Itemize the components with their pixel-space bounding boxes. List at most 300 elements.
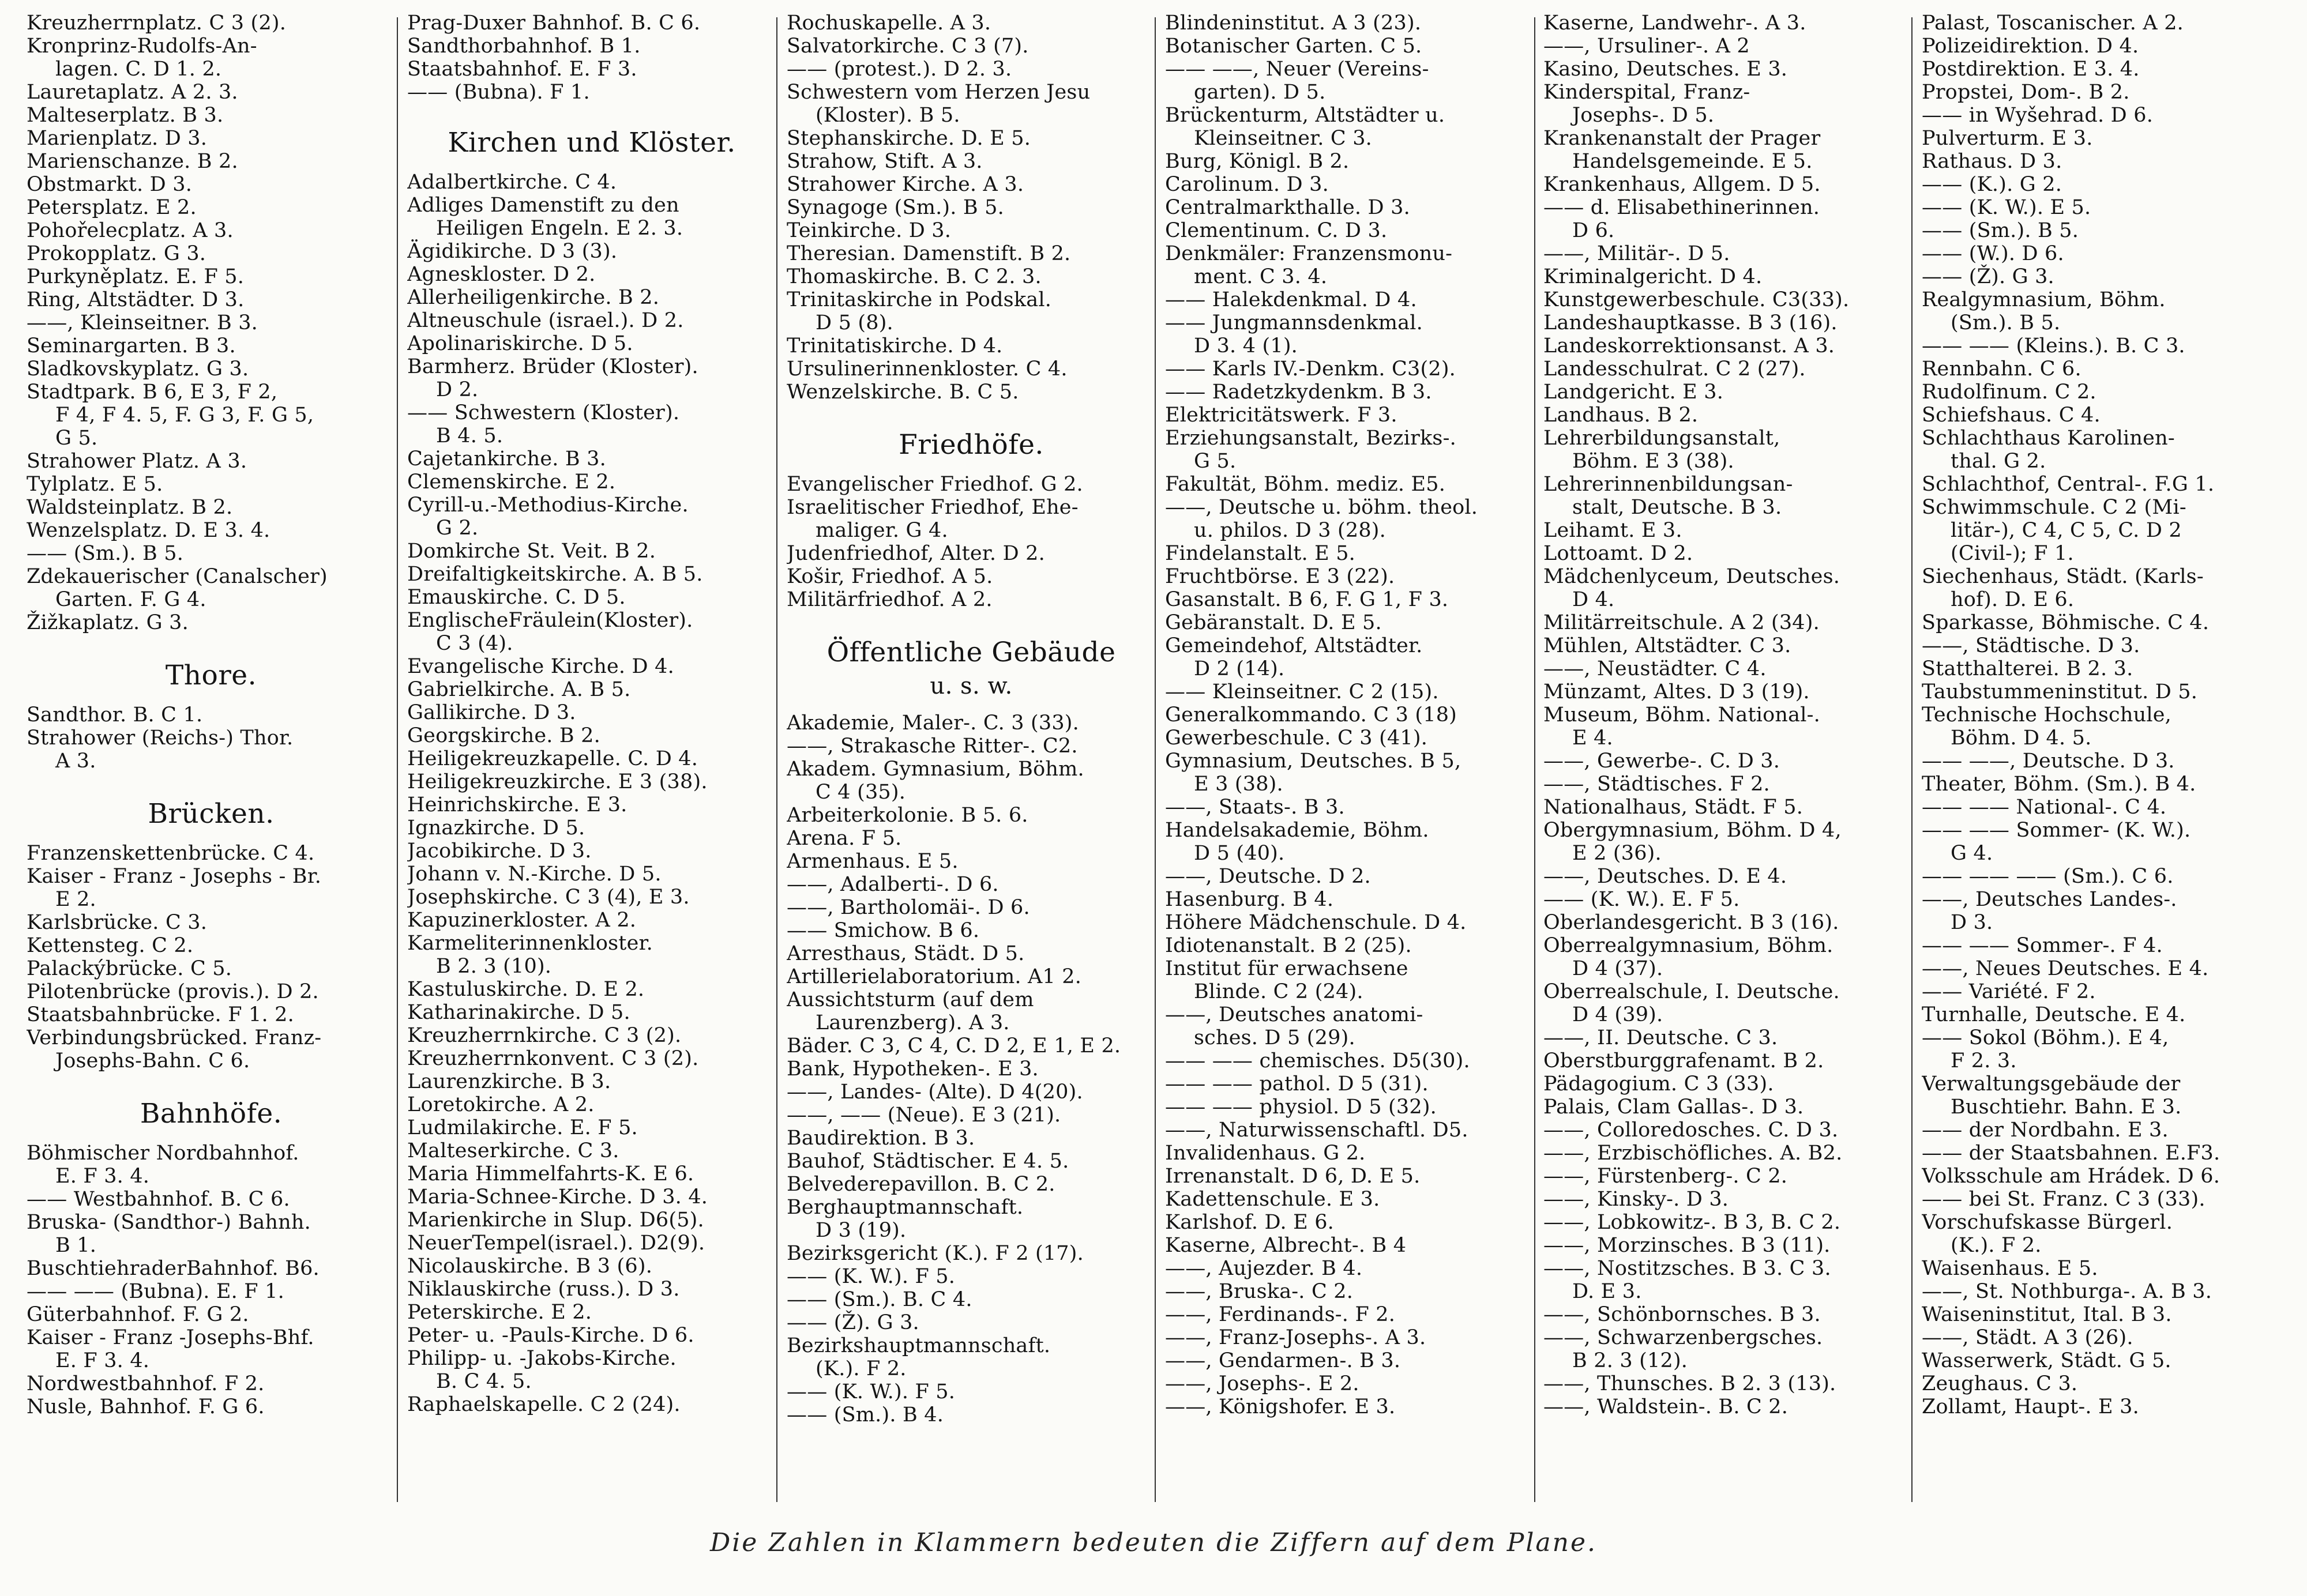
index-entry: Oberrealgymnasium, Böhm. — [1543, 934, 1833, 957]
index-entry: Rathaus. D 3. — [1922, 150, 2062, 173]
section-heading: Brücken. — [148, 798, 275, 830]
index-entry: Technische Hochschule, — [1922, 703, 2171, 727]
index-entry: —— Westbahnhof. B. C 6. — [27, 1188, 290, 1211]
index-entry-continuation: u. philos. D 3 (28). — [1194, 519, 1386, 542]
index-entry: Höhere Mädchenschule. D 4. — [1165, 911, 1467, 934]
index-entry: ——, Adalberti-. D 6. — [787, 873, 999, 896]
index-entry: Kreuzherrnkirche. C 3 (2). — [407, 1024, 682, 1047]
index-entry-continuation: hof). D. E 6. — [1951, 588, 2075, 611]
index-entry: Johann v. N.-Kirche. D 5. — [407, 863, 662, 886]
index-entry: Kettensteg. C 2. — [27, 934, 194, 957]
index-entry: Bäder. C 3, C 4, C. D 2, E 1, E 2. — [787, 1034, 1121, 1057]
index-entry-continuation: D 6. — [1572, 219, 1615, 242]
index-entry: Wasserwerk, Städt. G 5. — [1922, 1349, 2171, 1372]
index-entry: Leihamt. E 3. — [1543, 519, 1682, 542]
index-entry: Elektricitätswerk. F 3. — [1165, 404, 1397, 427]
index-entry: Baudirektion. B 3. — [787, 1127, 975, 1150]
index-entry: Artillerielaboratorium. A1 2. — [787, 965, 1082, 988]
index-entry: Laurenzkirche. B 3. — [407, 1070, 611, 1093]
index-entry-continuation: maliger. G 4. — [816, 519, 948, 542]
index-entry: —— (K. W.). F 5. — [787, 1265, 956, 1288]
index-entry: Kastuluskirche. D. E 2. — [407, 978, 645, 1001]
index-entry: —— (W.). D 6. — [1922, 242, 2064, 265]
index-entry: Gallikirche. D 3. — [407, 701, 576, 724]
index-entry: Prokopplatz. G 3. — [27, 242, 206, 265]
index-entry: Pohořelecplatz. A 3. — [27, 219, 234, 242]
index-entry: Gemeindehof, Altstädter. — [1165, 634, 1423, 657]
index-entry: Cyrill-u.-Methodius-Kirche. — [407, 494, 689, 517]
index-entry: —— (K.). G 2. — [1922, 173, 2062, 196]
index-entry: Turnhalle, Deutsche. E 4. — [1922, 1003, 2186, 1026]
index-entry: Pilotenbrücke (provis.). D 2. — [27, 980, 319, 1003]
index-entry: —— Radetzkydenkm. B 3. — [1165, 381, 1432, 404]
index-entry: —— —— (Bubna). E. F 1. — [27, 1280, 284, 1303]
index-entry: —— Sokol (Böhm.). E 4, — [1922, 1026, 2169, 1049]
index-entry: Karmeliterinnenkloster. — [407, 932, 653, 955]
index-entry: Josephskirche. C 3 (4), E 3. — [407, 886, 690, 909]
index-entry: —— —— (Kleins.). B. C 3. — [1922, 334, 2185, 357]
index-entry: Kaserne, Albrecht-. B 4 — [1165, 1234, 1407, 1257]
index-entry: ——, Waldstein-. B. C 2. — [1543, 1395, 1789, 1418]
index-entry: —— —— —— (Sm.). C 6. — [1922, 865, 2174, 888]
index-entry: Dreifaltigkeitskirche. A. B 5. — [407, 563, 703, 586]
index-entry-continuation: Blinde. C 2 (24). — [1194, 980, 1363, 1003]
index-entry: Arresthaus, Städt. D 5. — [787, 942, 1025, 965]
index-entry: Maria Himmelfahrts-K. E 6. — [407, 1162, 694, 1185]
index-entry: Sandthorbahnhof. B 1. — [407, 35, 641, 58]
index-entry: Waldsteinplatz. B 2. — [27, 496, 233, 519]
index-entry: Kaiser - Franz - Josephs - Br. — [27, 865, 322, 888]
index-entry-continuation: D 5 (8). — [816, 311, 893, 334]
index-entry-continuation: F 4, F 4. 5, F. G 3, F. G 5, — [55, 404, 314, 427]
index-entry-continuation: Josephs-Bahn. C 6. — [55, 1049, 250, 1072]
footnote: Die Zahlen in Klammern bedeuten die Ziffern auf dem Plane. — [709, 1528, 1598, 1557]
index-entry: Taubstummeninstitut. D 5. — [1922, 680, 2198, 703]
index-entry: Maria-Schnee-Kirche. D 3. 4. — [407, 1185, 708, 1209]
index-entry: Ignazkirche. D 5. — [407, 816, 585, 840]
index-entry: Akadem. Gymnasium, Böhm. — [787, 758, 1084, 781]
index-entry-continuation: D. E 3. — [1572, 1280, 1642, 1303]
index-entry-continuation: thal. G 2. — [1951, 450, 2046, 473]
index-entry-continuation: (Civil-); F 1. — [1951, 542, 2074, 565]
index-entry: Ursulinerinnenkloster. C 4. — [787, 357, 1068, 381]
index-entry: —— der Staatsbahnen. E.F3. — [1922, 1142, 2220, 1165]
index-entry: Zeughaus. C 3. — [1922, 1372, 2078, 1395]
index-entry: ——, St. Nothburga-. A. B 3. — [1922, 1280, 2212, 1303]
index-entry: Strahow, Stift. A 3. — [787, 150, 983, 173]
index-entry: Peterskirche. E 2. — [407, 1301, 592, 1324]
index-entry: Teinkirche. D 3. — [787, 219, 952, 242]
index-entry: Palast, Toscanischer. A 2. — [1922, 12, 2184, 35]
index-entry: Altneuschule (israel.). D 2. — [407, 309, 684, 332]
index-entry: Arena. F 5. — [787, 827, 902, 850]
index-entry: Rennbahn. C 6. — [1922, 357, 2081, 381]
index-entry-continuation: C 3 (4). — [436, 632, 513, 655]
index-entry: Blindeninstitut. A 3 (23). — [1165, 12, 1422, 35]
index-entry: Landhaus. B 2. — [1543, 404, 1699, 427]
section-heading: Friedhöfe. — [899, 429, 1044, 461]
index-entry: ——, Ferdinands-. F 2. — [1165, 1303, 1396, 1326]
index-column-6 — [1922, 12, 2291, 1516]
index-entry: Krankenhaus, Allgem. D 5. — [1543, 173, 1821, 196]
index-entry: —— Schwestern (Kloster). — [407, 401, 680, 424]
index-entry: Tylplatz. E 5. — [27, 473, 163, 496]
index-entry: Brückenturm, Altstädter u. — [1165, 104, 1445, 127]
index-entry: Burg, Königl. B 2. — [1165, 150, 1350, 173]
index-entry: Botanischer Garten. C 5. — [1165, 35, 1422, 58]
index-entry: Petersplatz. E 2. — [27, 196, 197, 219]
index-entry: Aussichtsturm (auf dem — [787, 988, 1034, 1011]
index-entry: ——, II. Deutsche. C 3. — [1543, 1026, 1778, 1049]
index-entry: ——, Schwarzenbergsches. — [1543, 1326, 1823, 1349]
index-entry: Kriminalgericht. D 4. — [1543, 265, 1763, 288]
index-entry: Sandthor. B. C 1. — [27, 703, 203, 727]
index-entry: ——, Fürstenberg-. C 2. — [1543, 1165, 1788, 1188]
index-entry: ——, Colloredosches. C. D 3. — [1543, 1119, 1839, 1142]
index-entry: Emauskirche. C. D 5. — [407, 586, 626, 609]
index-entry: Philipp- u. -Jakobs-Kirche. — [407, 1347, 677, 1370]
index-entry-continuation: B 2. 3 (10). — [436, 955, 552, 978]
index-entry: ——, Neustädter. C 4. — [1543, 657, 1767, 680]
index-entry: ——, Kinsky-. D 3. — [1543, 1188, 1729, 1211]
index-entry: Adalbertkirche. C 4. — [407, 171, 617, 194]
index-entry: Erziehungsanstalt, Bezirks-. — [1165, 427, 1456, 450]
index-entry: Ring, Altstädter. D 3. — [27, 288, 245, 311]
index-entry: ——, Kleinseitner. B 3. — [27, 311, 258, 334]
column-divider — [1534, 17, 1535, 1502]
index-entry: Realgymnasium, Böhm. — [1922, 288, 2166, 311]
index-entry-continuation: litär-), C 4, C 5, C. D 2 — [1951, 519, 2182, 542]
index-entry: —— ——, Neuer (Vereins- — [1165, 58, 1429, 81]
index-entry: Irrenanstalt. D 6, D. E 5. — [1165, 1165, 1421, 1188]
index-entry: Theresian. Damenstift. B 2. — [787, 242, 1071, 265]
index-entry: ——, Deutsche u. böhm. theol. — [1165, 496, 1478, 519]
index-entry: Waiseninstitut, Ital. B 3. — [1922, 1303, 2172, 1326]
index-entry-continuation: Handelsgemeinde. E 5. — [1572, 150, 1813, 173]
index-entry: Lottoamt. D 2. — [1543, 542, 1693, 565]
index-entry: ——, Strakasche Ritter-. C2. — [787, 735, 1078, 758]
index-entry-continuation: lagen. C. D 1. 2. — [55, 58, 222, 81]
index-entry: Fruchtbörse. E 3 (22). — [1165, 565, 1395, 588]
index-entry: Apolinariskirche. D 5. — [407, 332, 633, 355]
index-entry: Staatsbahnbrücke. F 1. 2. — [27, 1003, 294, 1026]
section-heading: u. s. w. — [930, 673, 1013, 699]
index-entry: Košir, Friedhof. A 5. — [787, 565, 993, 588]
index-entry: Karlsbrücke. C 3. — [27, 911, 208, 934]
index-entry-continuation: E. F 3. 4. — [55, 1165, 150, 1188]
index-column-3 — [787, 12, 1156, 1516]
index-entry: —— Halekdenkmal. D 4. — [1165, 288, 1417, 311]
index-entry: Trinitatiskirche. D 4. — [787, 334, 1003, 357]
index-entry: Seminargarten. B 3. — [27, 334, 236, 357]
index-entry: Institut für erwachsene — [1165, 957, 1408, 980]
index-entry: Marienkirche in Slup. D6(5). — [407, 1209, 704, 1232]
index-entry-continuation: D 3. 4 (1). — [1194, 334, 1298, 357]
index-entry-continuation: B 2. 3 (12). — [1572, 1349, 1688, 1372]
index-entry: ——, Erzbischöfliches. A. B2. — [1543, 1142, 1843, 1165]
index-entry: Zollamt, Haupt-. E 3. — [1922, 1395, 2139, 1418]
index-entry: ——, Aujezder. B 4. — [1165, 1257, 1363, 1280]
index-entry: Schlachthof, Central-. F.G 1. — [1922, 473, 2215, 496]
index-entry: Idiotenanstalt. B 2 (25). — [1165, 934, 1412, 957]
index-entry: Centralmarkthalle. D 3. — [1165, 196, 1410, 219]
index-entry: Raphaelskapelle. C 2 (24). — [407, 1393, 681, 1416]
index-entry: Heinrichskirche. E 3. — [407, 793, 628, 816]
index-entry: Judenfriedhof, Alter. D 2. — [787, 542, 1045, 565]
index-entry-continuation: Kleinseitner. C 3. — [1194, 127, 1373, 150]
column-divider — [397, 17, 398, 1502]
index-entry: Adliges Damenstift zu den — [407, 194, 679, 217]
index-entry: ——, Gendarmen-. B 3. — [1165, 1349, 1401, 1372]
index-entry-continuation: E 3 (38). — [1194, 773, 1283, 796]
index-entry: Zdekauerischer (Canalscher) — [27, 565, 328, 588]
index-entry: Krankenanstalt der Prager — [1543, 127, 1821, 150]
index-entry: ——, Königshofer. E 3. — [1165, 1395, 1396, 1418]
index-entry: Propstei, Dom-. B 2. — [1922, 81, 2130, 104]
index-entry-continuation: sches. D 5 (29). — [1194, 1026, 1355, 1049]
index-entry: —— (Sm.). B. C 4. — [787, 1288, 972, 1311]
index-entry: Militärreitschule. A 2 (34). — [1543, 611, 1820, 634]
index-entry: —— —— Sommer- (K. W.). — [1922, 819, 2191, 842]
index-entry: Oberrealschule, I. Deutsche. — [1543, 980, 1840, 1003]
index-entry: Verwaltungsgebäude der — [1922, 1072, 2181, 1096]
index-entry: Bruska- (Sandthor-) Bahnh. — [27, 1211, 311, 1234]
index-entry: Fakultät, Böhm. mediz. E5. — [1165, 473, 1446, 496]
index-entry: Akademie, Maler-. C. 3 (33). — [787, 712, 1079, 735]
index-entry: ——, —— (Neue). E 3 (21). — [787, 1104, 1061, 1127]
index-entry-continuation: D 4 (37). — [1572, 957, 1663, 980]
index-entry: Agneskloster. D 2. — [407, 263, 596, 286]
index-entry-continuation: Heiligen Engeln. E 2. 3. — [436, 217, 683, 240]
index-entry-continuation: B 4. 5. — [436, 424, 504, 447]
index-entry: Schlachthaus Karolinen- — [1922, 427, 2175, 450]
index-entry: Obstmarkt. D 3. — [27, 173, 193, 196]
index-entry-continuation: D 3 (19). — [816, 1219, 907, 1242]
index-entry: ——, Bruska-. C 2. — [1165, 1280, 1354, 1303]
index-entry-continuation: D 2 (14). — [1194, 657, 1285, 680]
section-heading: Öffentliche Gebäude — [826, 637, 1116, 668]
index-entry: ——, Deutsches Landes-. — [1922, 888, 2177, 911]
index-entry: Sparkasse, Böhmische. C 4. — [1922, 611, 2210, 634]
index-entry-continuation: E 2. — [55, 888, 96, 911]
index-entry: Postdirektion. E 3. 4. — [1922, 58, 2140, 81]
index-entry: Bauhof, Städtischer. E 4. 5. — [787, 1150, 1069, 1173]
index-entry: Nusle, Bahnhof. F. G 6. — [27, 1395, 265, 1418]
index-entry: Carolinum. D 3. — [1165, 173, 1329, 196]
index-entry: Žižkaplatz. G 3. — [27, 611, 189, 634]
index-entry: Volksschule am Hrádek. D 6. — [1922, 1165, 2220, 1188]
index-entry: Clemenskirche. E 2. — [407, 470, 616, 494]
index-entry: —— (Sm.). B 4. — [787, 1403, 944, 1426]
index-entry: Strahower Kirche. A 3. — [787, 173, 1024, 196]
index-entry-continuation: Buschtiehr. Bahn. E 3. — [1951, 1096, 2182, 1119]
index-entry-continuation: Garten. F. G 4. — [55, 588, 206, 611]
index-entry-continuation: ment. C 3. 4. — [1194, 265, 1328, 288]
index-entry: ——, Staats-. B 3. — [1165, 796, 1345, 819]
index-entry: Güterbahnhof. F. G 2. — [27, 1303, 249, 1326]
index-entry: —— (K. W.). E. F 5. — [1543, 888, 1740, 911]
index-entry: Oberlandesgericht. B 3 (16). — [1543, 911, 1839, 934]
index-entry: —— Smichow. B 6. — [787, 919, 980, 942]
section-heading: Bahnhöfe. — [140, 1098, 283, 1130]
index-entry: Ägidikirche. D 3 (3). — [407, 240, 618, 263]
index-entry: —— Karls IV.-Denkm. C3(2). — [1165, 357, 1456, 381]
index-entry: Landeshauptkasse. B 3 (16). — [1543, 311, 1838, 334]
index-entry: Marienplatz. D 3. — [27, 127, 208, 150]
index-entry: Kadettenschule. E 3. — [1165, 1188, 1380, 1211]
index-entry: —— (Bubna). F 1. — [407, 81, 590, 104]
index-entry: Gasanstalt. B 6, F. G 1, F 3. — [1165, 588, 1449, 611]
index-entry: —— Jungmannsdenkmal. — [1165, 311, 1423, 334]
index-entry: Salvatorkirche. C 3 (7). — [787, 35, 1029, 58]
index-entry: Kinderspital, Franz- — [1543, 81, 1750, 104]
index-entry: Nicolauskirche. B 3 (6). — [407, 1255, 653, 1278]
index-entry: Bezirksgericht (K.). F 2 (17). — [787, 1242, 1084, 1265]
index-entry-continuation: D 2. — [436, 378, 479, 401]
index-entry-continuation: G 5. — [55, 427, 98, 450]
index-entry: Museum, Böhm. National-. — [1543, 703, 1820, 727]
index-entry: Loretokirche. A 2. — [407, 1093, 595, 1116]
index-entry: Thomaskirche. B. C 2. 3. — [787, 265, 1042, 288]
index-entry: Allerheiligenkirche. B 2. — [407, 286, 660, 309]
index-entry: Synagoge (Sm.). B 5. — [787, 196, 1004, 219]
section-heading: Kirchen und Klöster. — [448, 127, 736, 159]
index-entry: Findelanstalt. E 5. — [1165, 542, 1356, 565]
index-entry: ——, Deutsche. D 2. — [1165, 865, 1371, 888]
index-column-1 — [27, 12, 396, 1516]
index-entry: Bezirkshauptmannschaft. — [787, 1334, 1051, 1357]
index-entry: Pädagogium. C 3 (33). — [1543, 1072, 1774, 1096]
index-entry: Kasino, Deutsches. E 3. — [1543, 58, 1788, 81]
index-entry: Malteserkirche. C 3. — [407, 1139, 619, 1162]
index-entry: Evangelischer Friedhof. G 2. — [787, 473, 1083, 496]
index-entry: —— —— pathol. D 5 (31). — [1165, 1072, 1429, 1096]
index-entry: —— —— Sommer-. F 4. — [1922, 934, 2163, 957]
index-entry: ——, Thunsches. B 2. 3 (13). — [1543, 1372, 1836, 1395]
index-column-5 — [1543, 12, 1913, 1516]
index-entry: Malteserplatz. B 3. — [27, 104, 224, 127]
index-entry-continuation: F 2. 3. — [1951, 1049, 2017, 1072]
index-entry: Bank, Hypotheken-. E 3. — [787, 1057, 1039, 1081]
index-entry-continuation: G 2. — [436, 517, 479, 540]
index-entry: Barmherz. Brüder (Kloster). — [407, 355, 698, 378]
index-entry: ——, Schönbornsches. B 3. — [1543, 1303, 1821, 1326]
index-entry: ——, Militär-. D 5. — [1543, 242, 1730, 265]
index-column-2 — [407, 12, 776, 1516]
index-entry-continuation: G 4. — [1951, 842, 1993, 865]
index-entry: Wenzelskirche. B. C 5. — [787, 381, 1019, 404]
index-entry: Militärfriedhof. A 2. — [787, 588, 993, 611]
index-entry: EnglischeFräulein(Kloster). — [407, 609, 693, 632]
index-entry: Kronprinz-Rudolfs-An- — [27, 35, 257, 58]
index-entry: Landeskorrektionsanst. A 3. — [1543, 334, 1835, 357]
index-entry: —— —— physiol. D 5 (32). — [1165, 1096, 1437, 1119]
index-entry: Sladkovskyplatz. G 3. — [27, 357, 249, 381]
column-divider — [1911, 17, 1913, 1502]
index-entry: ——, Landes- (Alte). D 4(20). — [787, 1081, 1083, 1104]
index-entry: Strahower Platz. A 3. — [27, 450, 247, 473]
index-entry: Kapuzinerkloster. A 2. — [407, 909, 637, 932]
index-entry: Kreuzherrnkonvent. C 3 (2). — [407, 1047, 699, 1070]
index-entry: ——, Josephs-. E 2. — [1165, 1372, 1359, 1395]
index-entry: ——, Bartholomäi-. D 6. — [787, 896, 1030, 919]
index-entry: Stadtpark. B 6, E 3, F 2, — [27, 381, 278, 404]
index-entry: Invalidenhaus. G 2. — [1165, 1142, 1366, 1165]
index-entry: ——, Städtische. D 3. — [1922, 634, 2140, 657]
index-entry: Kaiser - Franz -Josephs-Bhf. — [27, 1326, 314, 1349]
index-entry: ——, Ursuliner-. A 2 — [1543, 35, 1750, 58]
index-entry: —— in Wyšehrad. D 6. — [1922, 104, 2154, 127]
index-entry: Prag-Duxer Bahnhof. B. C 6. — [407, 12, 701, 35]
index-entry: Nordwestbahnhof. F 2. — [27, 1372, 265, 1395]
index-entry: Schwestern vom Herzen Jesu — [787, 81, 1091, 104]
index-entry: Purkyněplatz. E. F 5. — [27, 265, 245, 288]
index-entry: —— (Sm.). B 5. — [27, 542, 184, 565]
index-entry: Denkmäler: Franzensmonu- — [1165, 242, 1453, 265]
index-entry: Peter- u. -Pauls-Kirche. D 6. — [407, 1324, 694, 1347]
index-entry: Arbeiterkolonie. B 5. 6. — [787, 804, 1028, 827]
index-entry: —— (Ž). G 3. — [787, 1311, 919, 1334]
index-entry: —— —— National-. C 4. — [1922, 796, 2167, 819]
index-entry: Rudolfinum. C 2. — [1922, 381, 2096, 404]
index-entry: Handelsakademie, Böhm. — [1165, 819, 1429, 842]
index-entry-continuation: E 4. — [1572, 727, 1613, 750]
index-entry: Georgskirche. B 2. — [407, 724, 600, 747]
index-entry: ——, Neues Deutsches. E 4. — [1922, 957, 2209, 980]
index-entry: Heiligekreuzkirche. E 3 (38). — [407, 770, 708, 793]
index-entry-continuation: B. C 4. 5. — [436, 1370, 532, 1393]
index-entry: —— (K. W.). E 5. — [1922, 196, 2091, 219]
index-entry-continuation: garten). D 5. — [1194, 81, 1326, 104]
index-entry: Theater, Böhm. (Sm.). B 4. — [1922, 773, 2196, 796]
index-entry: —— —— chemisches. D5(30). — [1165, 1049, 1470, 1072]
index-entry: Karlshof. D. E 6. — [1165, 1211, 1335, 1234]
index-entry: —— (Ž). G 3. — [1922, 265, 2054, 288]
index-entry: —— (K. W.). F 5. — [787, 1380, 956, 1403]
index-entry-continuation: (K.). F 2. — [816, 1357, 907, 1380]
index-entry: Domkirche St. Veit. B 2. — [407, 540, 656, 563]
index-entry: Strahower (Reichs-) Thor. — [27, 727, 294, 750]
index-entry: Lauretaplatz. A 2. 3. — [27, 81, 238, 104]
index-entry: Belvederepavillon. B. C 2. — [787, 1173, 1055, 1196]
index-entry: ——, Naturwissenschaftl. D5. — [1165, 1119, 1468, 1142]
index-entry: Marienschanze. B 2. — [27, 150, 238, 173]
index-entry: Stephanskirche. D. E 5. — [787, 127, 1031, 150]
index-entry: ——, Städt. A 3 (26). — [1922, 1326, 2133, 1349]
index-entry: —— Variété. F 2. — [1922, 980, 2096, 1003]
index-entry: Kaserne, Landwehr-. A 3. — [1543, 12, 1806, 35]
index-entry: Rochuskapelle. A 3. — [787, 12, 991, 35]
index-entry-continuation: Josephs-. D 5. — [1572, 104, 1715, 127]
index-entry-continuation: E. F 3. 4. — [55, 1349, 150, 1372]
index-entry-continuation: D 5 (40). — [1194, 842, 1285, 865]
index-entry: Gymnasium, Deutsches. B 5, — [1165, 750, 1461, 773]
index-entry-continuation: B 1. — [55, 1234, 97, 1257]
index-entry: —— bei St. Franz. C 3 (33). — [1922, 1188, 2205, 1211]
index-column-4 — [1165, 12, 1534, 1516]
index-entry: Nationalhaus, Städt. F 5. — [1543, 796, 1803, 819]
index-entry: Israelitischer Friedhof, Ehe- — [787, 496, 1079, 519]
index-entry-continuation: Laurenzberg). A 3. — [816, 1011, 1010, 1034]
index-entry: Landgericht. E 3. — [1543, 381, 1724, 404]
index-entry: Armenhaus. E 5. — [787, 850, 959, 873]
index-entry-continuation: (Sm.). B 5. — [1951, 311, 2061, 334]
index-entry: —— (Sm.). B 5. — [1922, 219, 2079, 242]
section-heading: Thore. — [165, 660, 257, 691]
index-entry: Siechenhaus, Städt. (Karls- — [1922, 565, 2204, 588]
index-entry-continuation: D 3. — [1951, 911, 1993, 934]
index-entry: —— der Nordbahn. E 3. — [1922, 1119, 2169, 1142]
